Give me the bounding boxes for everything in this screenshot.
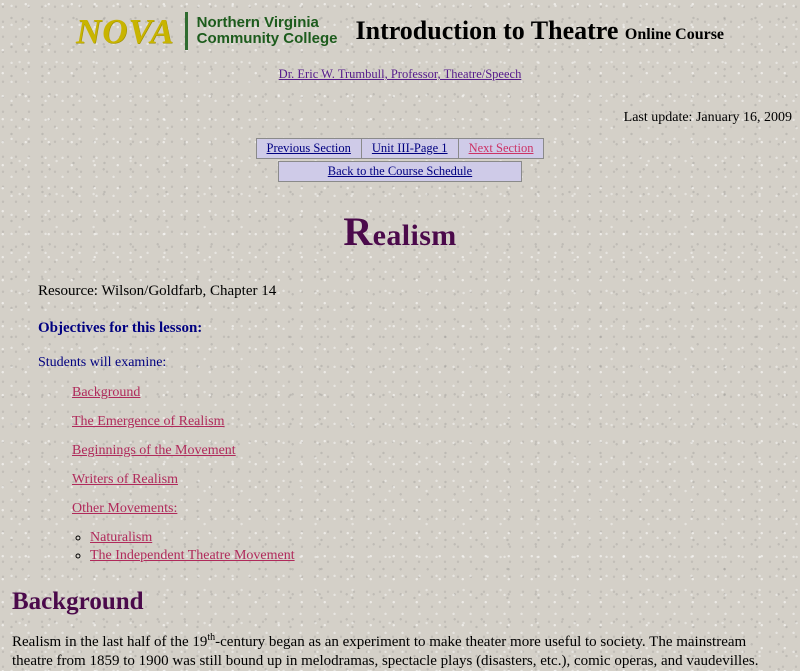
page-title — [0, 208, 800, 255]
nav-next-section[interactable] — [458, 139, 544, 158]
course-title-main: Introduction to Theatre — [355, 16, 619, 45]
nova-logo-text: NOVA — [75, 11, 175, 51]
course-schedule-link[interactable]: Back to the Course Schedule — [327, 164, 473, 178]
sub-objective-link-naturalism[interactable]: Naturalism — [90, 530, 153, 545]
instructor-line — [0, 67, 800, 82]
course-schedule-bar[interactable] — [278, 161, 522, 182]
resource-line: Resource: Wilson/Goldfarb, Chapter 14 — [38, 283, 277, 299]
background-paragraph — [12, 628, 784, 671]
list-item[interactable] — [72, 385, 792, 414]
paragraph-text-part1: Realism in the last half of the 19 — [12, 634, 208, 650]
last-update-text: Last update: January 16, 2009 — [623, 110, 792, 125]
nav-next-link[interactable]: Next Section — [468, 141, 534, 155]
list-item[interactable] — [90, 548, 792, 566]
students-will-examine: Students will examine: — [38, 355, 167, 370]
college-name-line2: Community College — [196, 30, 338, 47]
logo-divider — [185, 12, 188, 50]
objective-link-emergence[interactable]: The Emergence of Realism — [72, 414, 225, 429]
section-navbar — [256, 138, 545, 159]
list-item[interactable] — [72, 501, 792, 530]
section-heading-background: Background — [12, 588, 144, 615]
main-content — [0, 283, 800, 671]
objective-link-background[interactable]: Background — [72, 385, 141, 400]
objectives-heading: Objectives for this lesson: — [38, 320, 203, 336]
page-title-initial: R — [343, 209, 373, 254]
nav-current-page[interactable]: Unit III-Page 1 — [361, 139, 458, 158]
objective-link-beginnings[interactable]: Beginnings of the Movement — [72, 443, 236, 458]
branding-row — [0, 12, 800, 50]
paragraph-superscript: th — [207, 632, 216, 643]
objectives-list — [8, 385, 792, 530]
sub-objective-link-independent-theatre[interactable]: The Independent Theatre Movement — [90, 548, 295, 563]
objective-link-other-movements[interactable]: Other Movements: — [72, 501, 178, 516]
list-item[interactable] — [90, 530, 792, 548]
list-item[interactable] — [72, 443, 792, 472]
nav-previous-link[interactable]: Previous Section — [266, 141, 351, 155]
page-title-rest: ealism — [372, 219, 457, 252]
instructor-link[interactable]: Dr. Eric W. Trumbull, Professor, Theatre/Speech — [278, 67, 522, 81]
course-title-suffix: Online Course — [624, 26, 725, 43]
navigation-area — [0, 138, 800, 182]
page-header — [0, 0, 800, 126]
other-movements-sublist — [90, 530, 792, 566]
objective-link-writers[interactable]: Writers of Realism — [72, 472, 178, 487]
course-title — [349, 18, 724, 44]
list-item[interactable] — [72, 472, 792, 501]
paragraph-text-part2: -century began as an experiment to make theater more useful to society. The mainstream theatre from 1859 to 1900 was still bound up in melodramas, spectacle plays (disasters, etc.), comic operas, and vaudevilles. — [12, 634, 759, 669]
nav-previous-section[interactable] — [257, 139, 361, 158]
college-name — [197, 15, 350, 47]
list-item[interactable] — [72, 414, 792, 443]
college-name-line1: Northern Virginia — [196, 14, 319, 31]
